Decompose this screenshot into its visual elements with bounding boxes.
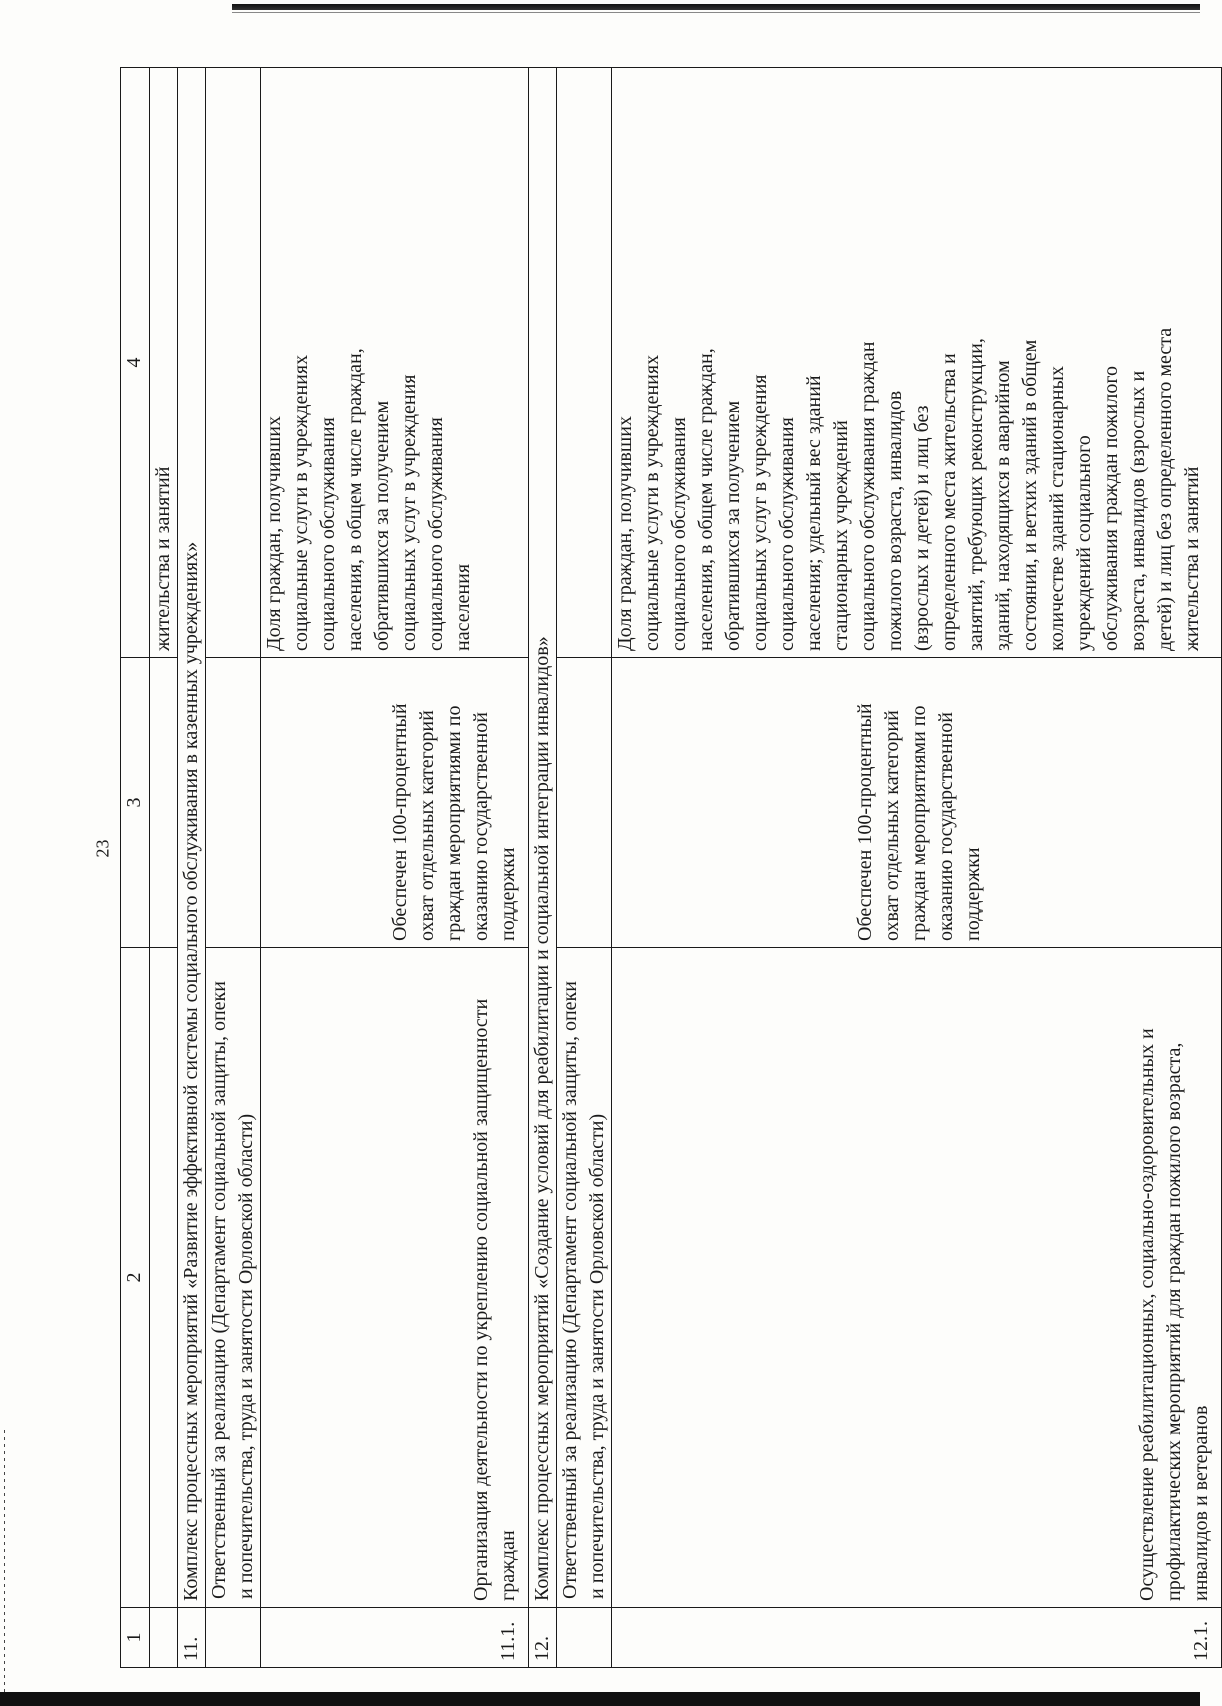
continuation-row	[150, 68, 178, 1668]
row-number: 12.1.	[612, 1608, 1222, 1668]
header-col-1: 1	[121, 1608, 150, 1668]
table-row-11-responsible	[206, 68, 261, 1668]
responsible-cell: Ответственный за реализацию (Департамент социальной защиты, опеки и попечительства, труда и занятости Орловской области)	[206, 948, 261, 1608]
indicator-cell: Доля граждан, получивших социальные услуги в учреждениях социального обслуживания населения, в общем числе граждан, обратившихся за получением социальных услуг в учреждения социального обслуживания населения	[261, 68, 529, 658]
task-cell: Организация деятельности по укреплению социальной защищенности граждан	[261, 948, 529, 1608]
continuation-text: жительства и занятий	[150, 68, 178, 658]
result-cell: Обеспечен 100-процентный охват отдельных категорий граждан мероприятиями по оказанию государственной поддержки	[261, 658, 529, 948]
task-cell: Осуществление реабилитационных, социально-оздоровительных и профилактических мероприятий для граждан пожилого возраста, инвалидов и ветеранов	[612, 948, 1222, 1608]
header-col-3: 3	[121, 658, 150, 948]
scan-edge-left	[4, 1430, 5, 1692]
section-title: Комплекс процессных мероприятий «Развитие эффективной системы социального обслуживания в казенных учреждениях»	[178, 68, 206, 1608]
table-row-12-responsible	[557, 68, 612, 1668]
table-header-row	[121, 68, 150, 1668]
program-measures-table	[120, 67, 1222, 1668]
rotated-document-page	[120, 68, 1212, 1668]
scan-edge-top	[232, 4, 1200, 10]
scan-edge-top-thin	[232, 12, 1200, 13]
header-col-2: 2	[121, 948, 150, 1608]
header-col-4: 4	[121, 68, 150, 658]
page-number: 23	[92, 839, 113, 858]
row-number: 11.	[178, 1608, 206, 1668]
responsible-cell: Ответственный за реализацию (Департамент социальной защиты, опеки и попечительства, труда и занятости Орловской области)	[557, 948, 612, 1608]
indicator-cell: Доля граждан, получивших социальные услуги в учреждениях социального обслуживания населения, в общем числе граждан, обратившихся за получением социальных услуг в учреждения социального обслуживания населения; удельный вес зданий стационарных учреждений социального обслуживания граждан пожилого возраста, инвалидов (взрослых и детей) и лиц без определенного места жительства и занятий, требующих реконструкции, зданий, находящихся в аварийном состоянии, и ветхих зданий в общем количестве зданий стационарных учреждений социального обслуживания граждан пожилого возраста, инвалидов (взрослых и детей) и лиц без определенного места жительства и занятий	[612, 68, 1222, 658]
row-number: 12.	[529, 1608, 557, 1668]
table-row-12-1	[612, 68, 1222, 1668]
section-title: Комплекс процессных мероприятий «Создание условий для реабилитации и социальной интеграции инвалидов»	[529, 68, 557, 1608]
row-number: 11.1.	[261, 1608, 529, 1668]
result-cell: Обеспечен 100-процентный охват отдельных категорий граждан мероприятиями по оказанию государственной поддержки	[612, 658, 1222, 948]
scan-edge-bottom	[0, 1692, 1200, 1706]
table-row-11	[178, 68, 206, 1668]
table-row-12	[529, 68, 557, 1668]
table-row-11-1	[261, 68, 529, 1668]
